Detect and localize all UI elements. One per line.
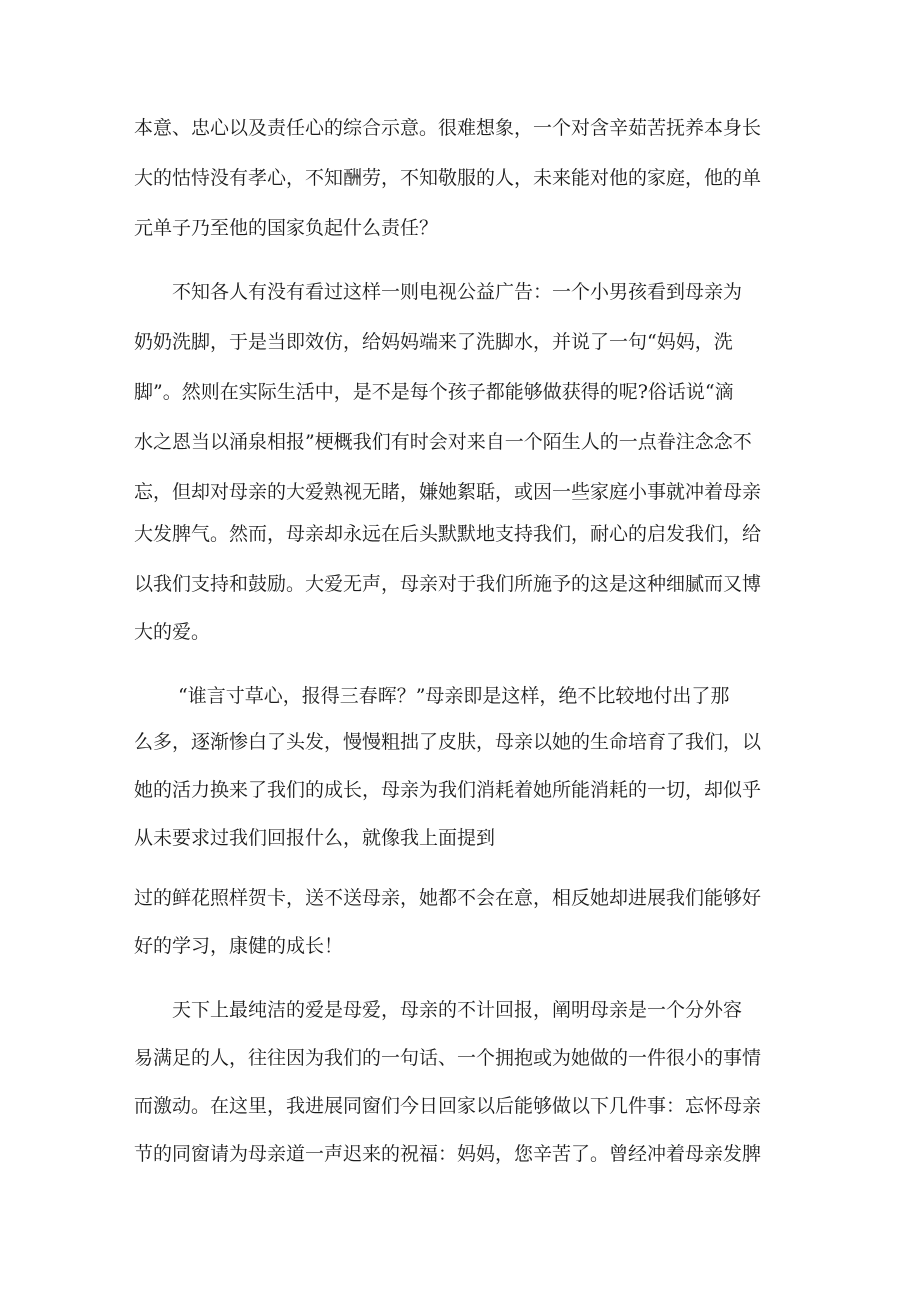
text-line: 大发脾气。然而，母亲却永远在后头默默地支持我们，耐心的启发我们，给 <box>134 523 762 545</box>
text-line: 以我们支持和鼓励。大爱无声，母亲对于我们所施予的这是这种细腻而又博 <box>134 573 762 595</box>
text-line: 节的同窗请为母亲道一声迟来的祝福：妈妈，您辛苦了。曾经冲着母亲发脾 <box>134 1143 762 1165</box>
text-line: 好的学习，康健的成长！ <box>134 935 344 957</box>
text-line: 而激动。在这里，我进展同窗们今日回家以后能够做以下几件事：忘怀母亲 <box>134 1095 762 1117</box>
text-line: 不知各人有没有看过这样一则电视公益广告：一个小男孩看到母亲为 <box>172 281 743 303</box>
text-line: 大的爱。 <box>134 621 211 643</box>
text-line: 么多，逐渐惨白了头发，慢慢粗拙了皮肤，母亲以她的生命培育了我们，以 <box>134 731 762 753</box>
text-line: 脚”。然则在实际生活中，是不是每个孩子都能够做获得的呢?俗话说“滴 <box>134 381 734 403</box>
text-line: 她的活力换来了我们的成长，母亲为我们消耗着她所能消耗的一切，却似乎 <box>134 779 762 801</box>
text-line: “谁言寸草心，报得三春晖？”母亲即是这样，绝不比较地付出了那 <box>178 685 730 707</box>
text-line: 过的鲜花照样贺卡，送不送母亲，她都不会在意，相反她却进展我们能够好 <box>134 887 762 909</box>
text-line: 易满足的人，往往因为我们的一句话、一个拥抱或为她做的一件很小的事情 <box>134 1047 762 1069</box>
text-line: 忘，但却对母亲的大爱熟视无睹，嫌她絮聒，或因一些家庭小事就冲着母亲 <box>134 481 762 503</box>
text-line: 大的怙恃没有孝心，不知酬劳，不知敬服的人，未来能对他的家庭，他的单 <box>134 167 762 189</box>
text-line: 元单子乃至他的国家负起什么责任？ <box>134 217 439 239</box>
text-line: 水之恩当以涌泉相报”梗概我们有时会对来自一个陌生人的一点眷注念念不 <box>134 431 752 453</box>
text-line: 奶奶洗脚，于是当即效仿，给妈妈端来了洗脚水，并说了一句“妈妈，洗 <box>134 331 733 353</box>
text-line: 本意、忠心以及责任心的综合示意。很难想象，一个对含辛茹苦抚养本身长 <box>134 117 762 139</box>
text-line: 天下上最纯洁的爱是母爱，母亲的不计回报，阐明母亲是一个分外容 <box>172 999 743 1021</box>
text-line: 从未要求过我们回报什么，就像我上面提到 <box>134 827 496 849</box>
